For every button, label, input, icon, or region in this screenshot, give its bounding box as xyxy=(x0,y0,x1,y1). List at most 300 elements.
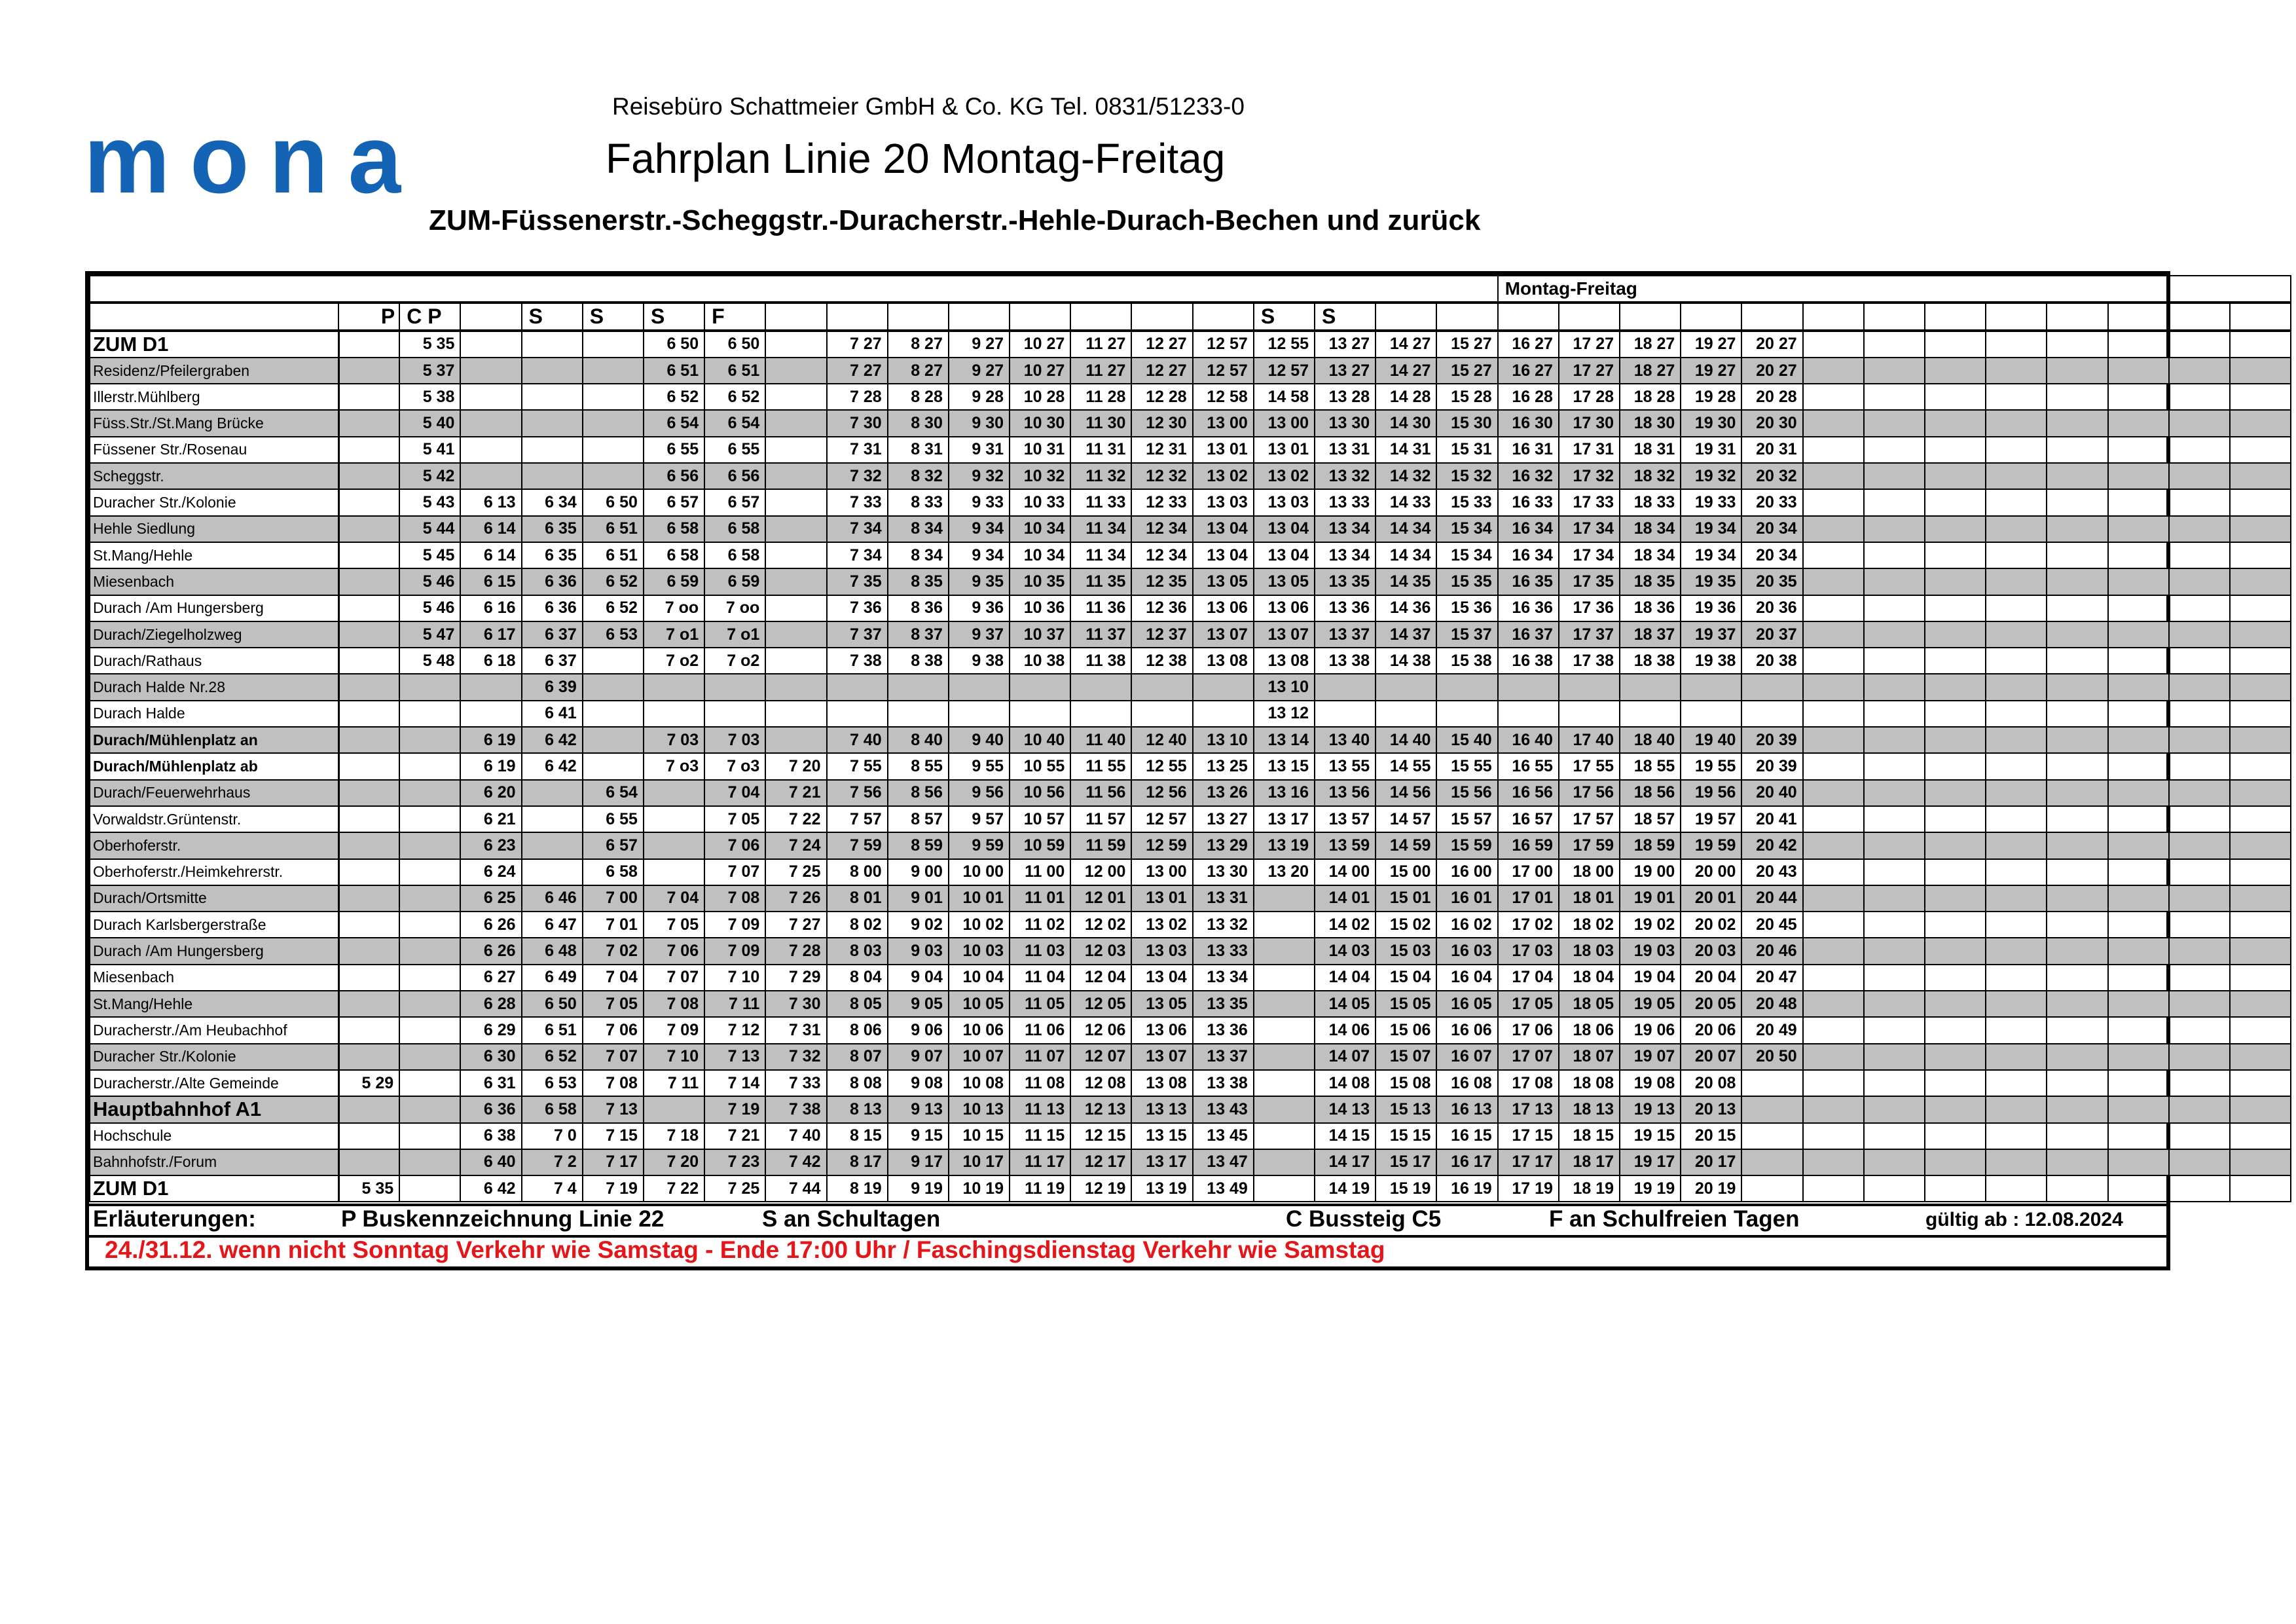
departure-time: 17 55 xyxy=(1559,753,1620,779)
empty-cell xyxy=(888,701,949,727)
departure-time: 20 06 xyxy=(1681,1017,1741,1043)
departure-time: 6 16 xyxy=(460,595,521,621)
valid-from: gültig ab : 12.08.2024 xyxy=(1925,1209,2123,1230)
empty-cell xyxy=(2108,384,2169,410)
departure-time: 7 o1 xyxy=(704,621,765,648)
empty-cell xyxy=(399,938,460,964)
empty-cell xyxy=(2047,1123,2107,1149)
empty-cell xyxy=(2169,991,2230,1017)
empty-cell xyxy=(1803,1044,1864,1070)
departure-time: 7 09 xyxy=(704,938,765,964)
departure-time: 7 20 xyxy=(765,753,826,779)
empty-cell xyxy=(1803,674,1864,700)
departure-time: 20 07 xyxy=(1681,1044,1741,1070)
empty-cell xyxy=(1803,621,1864,648)
empty-cell xyxy=(1254,1096,1315,1122)
departure-time: 12 57 xyxy=(1131,806,1192,832)
empty-cell xyxy=(1010,674,1070,700)
departure-time: 5 35 xyxy=(399,331,460,358)
departure-time: 11 34 xyxy=(1070,542,1131,568)
empty-cell xyxy=(1254,912,1315,938)
empty-cell xyxy=(1803,1070,1864,1096)
departure-time: 10 08 xyxy=(949,1070,1010,1096)
departure-time: 16 28 xyxy=(1498,384,1559,410)
departure-time: 6 52 xyxy=(522,1044,583,1070)
departure-time: 18 06 xyxy=(1559,1017,1620,1043)
departure-time: 7 29 xyxy=(765,965,826,991)
empty-cell xyxy=(1986,1123,2047,1149)
departure-time: 13 17 xyxy=(1254,806,1315,832)
table-row xyxy=(90,516,2291,542)
departure-time: 10 56 xyxy=(1010,780,1070,806)
departure-time: 10 36 xyxy=(1010,595,1070,621)
empty-cell xyxy=(2230,463,2291,489)
departure-time: 11 36 xyxy=(1070,595,1131,621)
departure-time: 5 40 xyxy=(399,410,460,436)
table-row xyxy=(90,410,2291,436)
departure-time: 20 00 xyxy=(1681,859,1741,885)
empty-cell xyxy=(2047,1175,2107,1202)
stop-name: Duracher Str./Kolonie xyxy=(90,489,338,515)
departure-time: 7 19 xyxy=(704,1096,765,1122)
departure-time: 8 32 xyxy=(888,463,949,489)
empty-cell xyxy=(338,1017,399,1043)
departure-time: 16 07 xyxy=(1436,1044,1497,1070)
legend-p: P Buskennzeichnung Linie 22 xyxy=(341,1206,665,1232)
empty-cell xyxy=(644,1096,704,1122)
empty-cell xyxy=(338,1149,399,1175)
empty-cell xyxy=(2108,1096,2169,1122)
service-marker: S xyxy=(522,303,583,330)
empty-cell xyxy=(338,595,399,621)
departure-time: 7 40 xyxy=(765,1123,826,1149)
empty-cell xyxy=(2108,912,2169,938)
empty-cell xyxy=(765,595,826,621)
departure-time: 11 38 xyxy=(1070,648,1131,674)
departure-time: 7 15 xyxy=(583,1123,644,1149)
empty-cell xyxy=(583,358,644,384)
departure-time: 13 07 xyxy=(1131,1044,1192,1070)
departure-time: 7 27 xyxy=(765,912,826,938)
table-row xyxy=(90,753,2291,779)
empty-cell xyxy=(1986,780,2047,806)
empty-cell xyxy=(1925,516,1986,542)
departure-time: 10 55 xyxy=(1010,753,1070,779)
departure-time: 19 17 xyxy=(1620,1149,1681,1175)
empty-cell xyxy=(2047,1044,2107,1070)
empty-cell xyxy=(522,384,583,410)
departure-time: 11 37 xyxy=(1070,621,1131,648)
departure-time: 6 34 xyxy=(522,489,583,515)
departure-time: 18 19 xyxy=(1559,1175,1620,1202)
empty-cell xyxy=(1559,701,1620,727)
table-row xyxy=(90,463,2291,489)
empty-cell xyxy=(1986,437,2047,463)
departure-time: 13 55 xyxy=(1315,753,1376,779)
table-row xyxy=(90,674,2291,700)
departure-time: 6 20 xyxy=(460,780,521,806)
empty-cell xyxy=(1986,832,2047,858)
empty-cell xyxy=(2108,1175,2169,1202)
empty-cell xyxy=(1925,1044,1986,1070)
empty-cell xyxy=(2169,568,2230,595)
departure-time: 17 04 xyxy=(1498,965,1559,991)
departure-time: 20 39 xyxy=(1741,753,1802,779)
empty-cell xyxy=(2230,568,2291,595)
empty-cell xyxy=(1131,701,1192,727)
departure-time: 19 57 xyxy=(1681,806,1741,832)
empty-cell xyxy=(338,489,399,515)
departure-time: 6 52 xyxy=(644,384,704,410)
departure-time: 11 03 xyxy=(1010,938,1070,964)
empty-cell xyxy=(2108,463,2169,489)
departure-time: 12 17 xyxy=(1070,1149,1131,1175)
empty-cell xyxy=(2108,1017,2169,1043)
departure-time: 8 34 xyxy=(888,516,949,542)
departure-time: 6 58 xyxy=(644,542,704,568)
table-row xyxy=(90,1070,2291,1096)
departure-time: 14 08 xyxy=(1315,1070,1376,1096)
empty-cell xyxy=(2230,542,2291,568)
empty-cell xyxy=(2108,568,2169,595)
departure-time: 18 38 xyxy=(1620,648,1681,674)
departure-time: 13 08 xyxy=(1254,648,1315,674)
empty-cell xyxy=(2230,1175,2291,1202)
legend-bar xyxy=(89,1204,2166,1238)
departure-time: 7 03 xyxy=(704,727,765,753)
departure-time: 17 37 xyxy=(1559,621,1620,648)
departure-time: 19 07 xyxy=(1620,1044,1681,1070)
departure-time: 14 32 xyxy=(1376,463,1436,489)
empty-cell xyxy=(1254,1149,1315,1175)
departure-time: 20 02 xyxy=(1681,912,1741,938)
departure-time: 20 44 xyxy=(1741,885,1802,912)
empty-cell xyxy=(338,568,399,595)
departure-time: 7 26 xyxy=(765,885,826,912)
empty-cell xyxy=(1254,991,1315,1017)
departure-time: 7 19 xyxy=(583,1175,644,1202)
departure-time: 6 50 xyxy=(704,331,765,358)
departure-time: 20 49 xyxy=(1741,1017,1802,1043)
departure-time: 15 28 xyxy=(1436,384,1497,410)
departure-time: 12 36 xyxy=(1131,595,1192,621)
stop-name: Scheggstr. xyxy=(90,463,338,489)
empty-cell xyxy=(1925,437,1986,463)
departure-time: 8 04 xyxy=(827,965,888,991)
departure-time: 6 51 xyxy=(522,1017,583,1043)
departure-time: 6 35 xyxy=(522,542,583,568)
empty-cell xyxy=(2169,516,2230,542)
empty-cell xyxy=(827,674,888,700)
departure-time: 20 27 xyxy=(1741,331,1802,358)
empty-cell xyxy=(338,991,399,1017)
departure-time: 7 28 xyxy=(827,384,888,410)
departure-time: 13 04 xyxy=(1193,516,1254,542)
departure-time: 20 34 xyxy=(1741,516,1802,542)
empty-cell xyxy=(2108,780,2169,806)
stop-name: Füss.Str./St.Mang Brücke xyxy=(90,410,338,436)
departure-time: 14 06 xyxy=(1315,1017,1376,1043)
departure-time: 7 55 xyxy=(827,753,888,779)
departure-time: 15 30 xyxy=(1436,410,1497,436)
empty-cell xyxy=(1925,410,1986,436)
departure-time: 10 37 xyxy=(1010,621,1070,648)
empty-cell xyxy=(1925,358,1986,384)
departure-time: 11 06 xyxy=(1010,1017,1070,1043)
empty-cell xyxy=(2169,489,2230,515)
departure-time: 10 00 xyxy=(949,859,1010,885)
departure-time: 16 31 xyxy=(1498,437,1559,463)
empty-cell xyxy=(1986,621,2047,648)
departure-time: 9 27 xyxy=(949,331,1010,358)
departure-time: 13 43 xyxy=(1193,1096,1254,1122)
departure-time: 6 52 xyxy=(583,595,644,621)
departure-time: 19 30 xyxy=(1681,410,1741,436)
departure-time: 20 42 xyxy=(1741,832,1802,858)
table-row xyxy=(90,1123,2291,1149)
empty-cell xyxy=(2047,489,2107,515)
empty-cell xyxy=(1925,1096,1986,1122)
departure-time: 7 09 xyxy=(644,1017,704,1043)
departure-time: 7 05 xyxy=(644,912,704,938)
departure-time: 7 4 xyxy=(522,1175,583,1202)
departure-time: 17 28 xyxy=(1559,384,1620,410)
departure-time: 19 28 xyxy=(1681,384,1741,410)
departure-time: 6 47 xyxy=(522,912,583,938)
service-marker xyxy=(1070,303,1131,330)
stop-name: Durach Halde Nr.28 xyxy=(90,674,338,700)
empty-cell xyxy=(338,938,399,964)
empty-cell xyxy=(399,1017,460,1043)
departure-time: 10 33 xyxy=(1010,489,1070,515)
empty-cell xyxy=(2169,410,2230,436)
departure-time: 13 57 xyxy=(1315,806,1376,832)
empty-cell xyxy=(1254,1017,1315,1043)
departure-time: 6 56 xyxy=(704,463,765,489)
departure-time: 13 27 xyxy=(1315,358,1376,384)
departure-time: 19 34 xyxy=(1681,516,1741,542)
departure-time: 6 50 xyxy=(522,991,583,1017)
departure-time: 17 56 xyxy=(1559,780,1620,806)
departure-time: 7 04 xyxy=(644,885,704,912)
departure-time: 17 07 xyxy=(1498,1044,1559,1070)
departure-time: 12 57 xyxy=(1193,358,1254,384)
empty-cell xyxy=(2108,621,2169,648)
empty-cell xyxy=(1741,1096,1802,1122)
departure-time: 14 31 xyxy=(1376,437,1436,463)
empty-cell xyxy=(1925,806,1986,832)
stop-name: Hochschule xyxy=(90,1123,338,1149)
departure-time: 7 12 xyxy=(704,1017,765,1043)
departure-time: 12 30 xyxy=(1131,410,1192,436)
departure-time: 13 37 xyxy=(1193,1044,1254,1070)
table-row xyxy=(90,806,2291,832)
empty-cell xyxy=(2108,331,2169,358)
empty-cell xyxy=(2230,384,2291,410)
departure-time: 7 11 xyxy=(644,1070,704,1096)
stop-name: ZUM D1 xyxy=(90,1175,338,1202)
stop-name: Durach Karlsbergerstraße xyxy=(90,912,338,938)
empty-cell xyxy=(1864,965,1925,991)
empty-cell xyxy=(2230,1017,2291,1043)
table-row xyxy=(90,780,2291,806)
departure-time: 9 30 xyxy=(949,410,1010,436)
table-row xyxy=(90,489,2291,515)
departure-time: 13 05 xyxy=(1254,568,1315,595)
empty-cell xyxy=(399,1096,460,1122)
departure-time: 6 53 xyxy=(522,1070,583,1096)
empty-cell xyxy=(1925,832,1986,858)
empty-cell xyxy=(460,331,521,358)
empty-cell xyxy=(1741,674,1802,700)
departure-time: 5 42 xyxy=(399,463,460,489)
empty-cell xyxy=(2169,1123,2230,1149)
departure-time: 8 19 xyxy=(827,1175,888,1202)
departure-time: 11 35 xyxy=(1070,568,1131,595)
departure-time: 19 00 xyxy=(1620,859,1681,885)
departure-time: 6 40 xyxy=(460,1149,521,1175)
empty-cell xyxy=(1925,885,1986,912)
empty-cell xyxy=(522,331,583,358)
departure-time: 14 01 xyxy=(1315,885,1376,912)
departure-time: 9 08 xyxy=(888,1070,949,1096)
departure-time: 18 56 xyxy=(1620,780,1681,806)
empty-cell xyxy=(1620,701,1681,727)
departure-time: 17 57 xyxy=(1559,806,1620,832)
departure-time: 18 32 xyxy=(1620,463,1681,489)
departure-time: 14 55 xyxy=(1376,753,1436,779)
departure-time: 10 57 xyxy=(1010,806,1070,832)
departure-time: 11 01 xyxy=(1010,885,1070,912)
departure-time: 13 28 xyxy=(1315,384,1376,410)
departure-time: 8 01 xyxy=(827,885,888,912)
empty-cell xyxy=(1803,859,1864,885)
empty-cell xyxy=(2169,1044,2230,1070)
empty-cell xyxy=(2047,806,2107,832)
departure-time: 7 38 xyxy=(827,648,888,674)
departure-time: 6 30 xyxy=(460,1044,521,1070)
departure-time: 7 57 xyxy=(827,806,888,832)
departure-time: 6 13 xyxy=(460,489,521,515)
departure-time: 6 50 xyxy=(583,489,644,515)
departure-time: 6 14 xyxy=(460,542,521,568)
departure-time: 14 27 xyxy=(1376,358,1436,384)
departure-time: 19 55 xyxy=(1681,753,1741,779)
departure-time: 15 57 xyxy=(1436,806,1497,832)
stop-name: Durach/Feuerwehrhaus xyxy=(90,780,338,806)
departure-time: 5 44 xyxy=(399,516,460,542)
departure-time: 6 54 xyxy=(704,410,765,436)
departure-time: 13 00 xyxy=(1131,859,1192,885)
departure-time: 18 07 xyxy=(1559,1044,1620,1070)
departure-time: 13 04 xyxy=(1131,965,1192,991)
departure-time: 7 32 xyxy=(827,463,888,489)
stop-name: Illerstr.Mühlberg xyxy=(90,384,338,410)
departure-time: 7 07 xyxy=(704,859,765,885)
empty-cell xyxy=(1254,885,1315,912)
page-title: Fahrplan Linie 20 Montag-Freitag xyxy=(606,135,1226,182)
departure-time: 16 02 xyxy=(1436,912,1497,938)
departure-time: 17 00 xyxy=(1498,859,1559,885)
empty-cell xyxy=(2047,1017,2107,1043)
departure-time: 20 28 xyxy=(1741,384,1802,410)
empty-cell xyxy=(1986,1017,2047,1043)
departure-time: 6 51 xyxy=(583,542,644,568)
departure-time: 18 15 xyxy=(1559,1123,1620,1149)
service-marker xyxy=(2230,303,2291,330)
departure-time: 16 55 xyxy=(1498,753,1559,779)
empty-cell xyxy=(1986,1149,2047,1175)
empty-cell xyxy=(1986,463,2047,489)
departure-time: 7 27 xyxy=(827,358,888,384)
departure-time: 12 57 xyxy=(1193,331,1254,358)
stop-name: Durach/Ortsmitte xyxy=(90,885,338,912)
table-row xyxy=(90,595,2291,621)
empty-cell xyxy=(1741,1149,1802,1175)
empty-cell xyxy=(1803,437,1864,463)
departure-time: 13 02 xyxy=(1193,463,1254,489)
departure-time: 20 45 xyxy=(1741,912,1802,938)
departure-time: 9 59 xyxy=(949,832,1010,858)
empty-cell xyxy=(2047,938,2107,964)
departure-time: 12 31 xyxy=(1131,437,1192,463)
departure-time: 7 oo xyxy=(704,595,765,621)
departure-time: 20 15 xyxy=(1681,1123,1741,1149)
empty-cell xyxy=(338,1123,399,1149)
departure-time: 6 25 xyxy=(460,885,521,912)
departure-time: 12 02 xyxy=(1070,912,1131,938)
departure-time: 14 02 xyxy=(1315,912,1376,938)
departure-time: 8 05 xyxy=(827,991,888,1017)
empty-cell xyxy=(1010,701,1070,727)
departure-time: 13 08 xyxy=(1193,648,1254,674)
empty-cell xyxy=(1986,806,2047,832)
empty-cell xyxy=(1925,1175,1986,1202)
service-marker xyxy=(1376,303,1436,330)
departure-time: 18 34 xyxy=(1620,542,1681,568)
empty-cell xyxy=(338,753,399,779)
empty-cell xyxy=(2047,1070,2107,1096)
empty-cell xyxy=(2047,991,2107,1017)
departure-time: 13 34 xyxy=(1315,516,1376,542)
service-marker: S xyxy=(644,303,704,330)
stop-name: Miesenbach xyxy=(90,568,338,595)
departure-time: 13 04 xyxy=(1254,542,1315,568)
departure-time: 16 56 xyxy=(1498,780,1559,806)
empty-cell xyxy=(2108,938,2169,964)
empty-cell xyxy=(2169,463,2230,489)
empty-cell xyxy=(765,516,826,542)
mona-logo xyxy=(84,128,401,200)
empty-cell xyxy=(1864,621,1925,648)
empty-cell xyxy=(2108,965,2169,991)
departure-time: 6 15 xyxy=(460,568,521,595)
departure-time: 7 03 xyxy=(644,727,704,753)
empty-cell xyxy=(1925,542,1986,568)
empty-cell xyxy=(1864,437,1925,463)
departure-time: 15 01 xyxy=(1376,885,1436,912)
empty-cell xyxy=(460,410,521,436)
empty-cell xyxy=(583,727,644,753)
departure-time: 12 15 xyxy=(1070,1123,1131,1149)
departure-time: 19 15 xyxy=(1620,1123,1681,1149)
empty-cell xyxy=(2108,885,2169,912)
empty-cell xyxy=(1376,674,1436,700)
departure-time: 12 55 xyxy=(1131,753,1192,779)
empty-cell xyxy=(765,384,826,410)
departure-time: 7 21 xyxy=(704,1123,765,1149)
empty-cell xyxy=(1986,727,2047,753)
